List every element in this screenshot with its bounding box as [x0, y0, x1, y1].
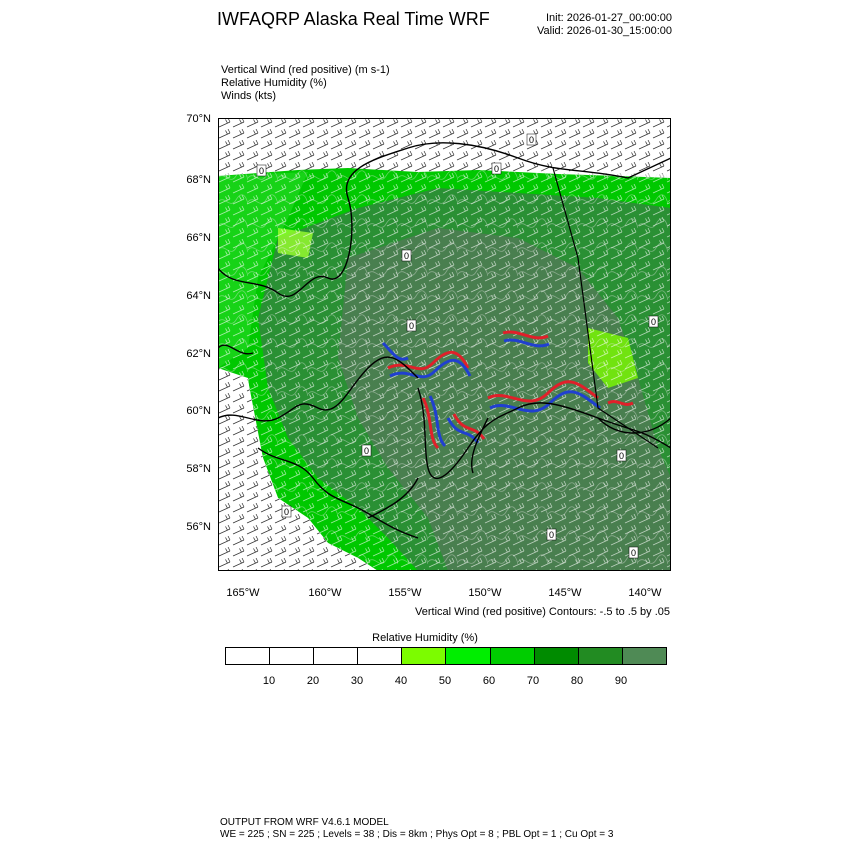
lat-label-62: 62°N	[186, 348, 211, 360]
contour-label	[402, 250, 411, 261]
colorbar-tick: 20	[306, 675, 320, 687]
colorbar-swatch	[446, 648, 490, 664]
model-version: OUTPUT FROM WRF V4.6.1 MODEL	[220, 817, 389, 828]
map-graphic	[218, 118, 671, 571]
colorbar-tick: 90	[614, 675, 628, 687]
lat-label-64: 64°N	[186, 290, 211, 302]
lat-label-66: 66°N	[186, 232, 211, 244]
colorbar-tick: 50	[438, 675, 452, 687]
lon-label-165: 165°W	[226, 587, 260, 599]
lon-label-160: 160°W	[308, 587, 342, 599]
colorbar-swatch	[535, 648, 579, 664]
colorbar-swatch	[358, 648, 402, 664]
colorbar-swatch	[270, 648, 314, 664]
lat-label-58: 58°N	[186, 463, 211, 475]
svg-text:0: 0	[529, 135, 535, 145]
lat-label-56: 56°N	[186, 521, 211, 533]
contour-label	[629, 547, 638, 558]
contour-label	[282, 506, 291, 517]
field-list	[221, 64, 390, 103]
colorbar-swatch	[491, 648, 535, 664]
contour-label	[547, 529, 556, 540]
svg-text:0: 0	[494, 164, 500, 174]
lon-label-140: 140°W	[628, 587, 662, 599]
map-panel	[218, 118, 671, 571]
svg-text:0: 0	[284, 507, 290, 517]
svg-text:0: 0	[409, 321, 415, 331]
contour-label	[362, 445, 371, 456]
colorbar-tick: 10	[262, 675, 276, 687]
colorbar-tick: 60	[482, 675, 496, 687]
lon-label-150: 150°W	[468, 587, 502, 599]
contour-label	[527, 134, 536, 145]
valid-time: Valid: 2026-01-30_15:00:00	[537, 25, 672, 37]
colorbar-tick: 80	[570, 675, 584, 687]
colorbar-tick: 30	[350, 675, 364, 687]
model-config: WE = 225 ; SN = 225 ; Levels = 38 ; Dis = 8km ; Phys Opt = 8 ; PBL Opt = 1 ; Cu Opt = 3	[220, 829, 614, 840]
colorbar-tick: 40	[394, 675, 408, 687]
svg-text:0: 0	[631, 548, 637, 558]
svg-text:0: 0	[651, 317, 657, 327]
colorbar-swatch	[579, 648, 623, 664]
svg-text:0: 0	[549, 530, 555, 540]
lon-label-145: 145°W	[548, 587, 582, 599]
svg-text:0: 0	[364, 446, 370, 456]
colorbar-title: Relative Humidity (%)	[372, 632, 478, 644]
field-vertical-wind: Vertical Wind (red positive) (m s-1)	[221, 64, 390, 76]
colorbar-tick: 70	[526, 675, 540, 687]
svg-text:0: 0	[259, 166, 265, 176]
contour-label	[407, 320, 416, 331]
field-relative-humidity: Relative Humidity (%)	[221, 77, 327, 89]
model-info	[220, 817, 613, 841]
lat-label-60: 60°N	[186, 405, 211, 417]
page-title: IWFAQRP Alaska Real Time WRF	[217, 9, 490, 29]
lat-label-70: 70°N	[186, 113, 211, 125]
init-time: Init: 2026-01-27_00:00:00	[546, 12, 672, 24]
contour-label	[492, 163, 501, 174]
svg-text:0: 0	[404, 251, 410, 261]
colorbar-swatch	[402, 648, 446, 664]
field-winds: Winds (kts)	[221, 90, 276, 102]
colorbar-swatch	[623, 648, 666, 664]
colorbar	[225, 647, 667, 665]
contour-note: Vertical Wind (red positive) Contours: -.5 to .5 by .05	[415, 606, 670, 618]
lon-label-155: 155°W	[388, 587, 422, 599]
contour-label	[257, 165, 266, 176]
lat-label-68: 68°N	[186, 174, 211, 186]
contour-label	[649, 316, 658, 327]
dry-area-north-barbs	[218, 118, 671, 174]
colorbar-swatch	[314, 648, 358, 664]
run-times	[537, 12, 672, 38]
contour-label	[617, 450, 626, 461]
svg-text:0: 0	[619, 451, 625, 461]
colorbar-swatch	[226, 648, 270, 664]
